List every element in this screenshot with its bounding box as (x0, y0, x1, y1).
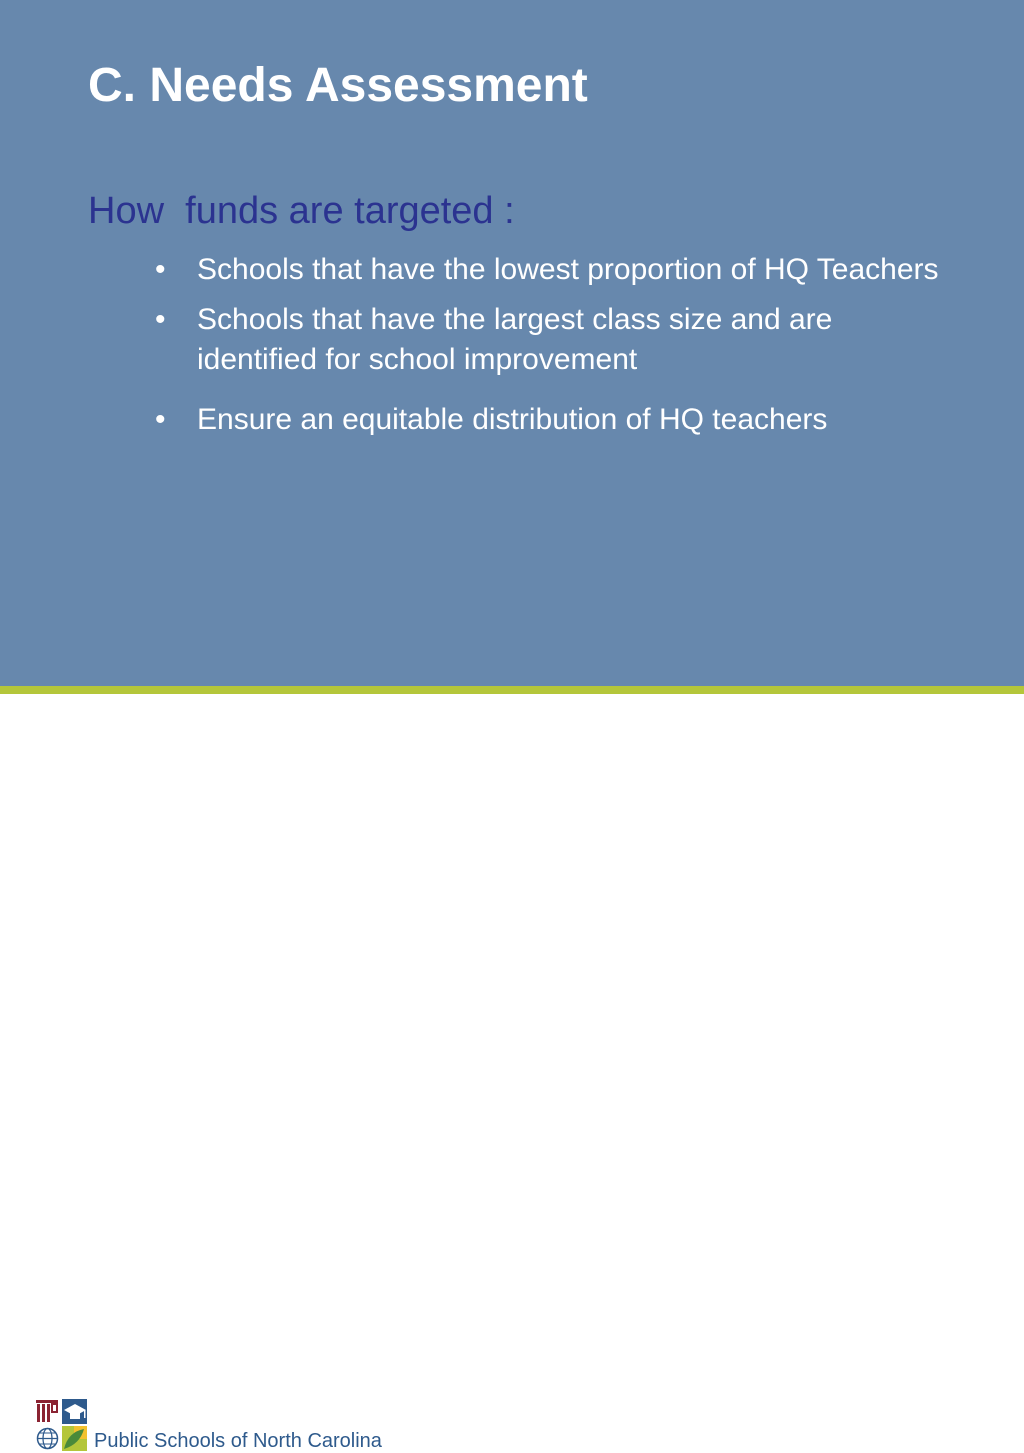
slide-subtitle: How funds are targeted : (88, 190, 515, 232)
footer (0, 694, 1024, 1452)
bullet-item (150, 400, 950, 440)
bullet-item (150, 250, 950, 290)
organization-name: Public Schools of North Carolina (94, 1430, 382, 1452)
bullet-text: Ensure an equitable distribution of HQ teachers (197, 403, 828, 436)
bullet-dot-icon: • (155, 303, 166, 336)
bullet-text: Schools that have the lowest proportion of HQ Teachers (197, 253, 939, 286)
footer-accent-bar (0, 686, 1024, 694)
bullet-dot-icon: • (155, 403, 166, 436)
bullet-text: Schools that have the largest class size and are identified for school improvement (197, 303, 833, 376)
slide-title: C. Needs Assessment (88, 59, 588, 112)
nc-public-schools-logo-icon (34, 1398, 88, 1452)
bullet-list (150, 250, 950, 450)
bullet-item (150, 300, 950, 380)
slide-body (0, 0, 1024, 686)
bullet-dot-icon: • (155, 253, 166, 286)
